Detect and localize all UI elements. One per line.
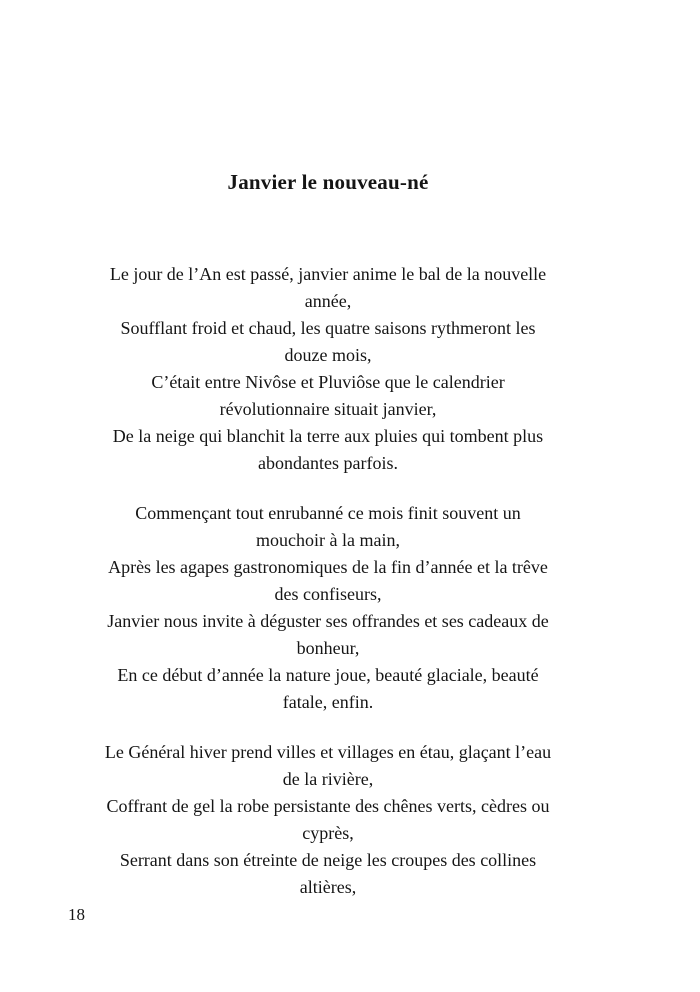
poem-body — [72, 261, 584, 901]
poem-line: mouchoir à la main, — [256, 530, 400, 550]
poem-stanza — [72, 739, 584, 901]
poem-line: Janvier nous invite à déguster ses offrandes et ses cadeaux de — [107, 611, 549, 631]
poem-line: révolutionnaire situait janvier, — [219, 399, 437, 419]
poem-line: Serrant dans son étreinte de neige les croupes des collines — [119, 850, 537, 870]
poem-line: fatale, enfin. — [282, 692, 374, 712]
poem-line: Le Général hiver prend villes et villages en étau, glaçant l’eau — [104, 742, 552, 762]
page-number: 18 — [68, 905, 85, 924]
poem-line: Le jour de l’An est passé, janvier anime le bal de la nouvelle — [109, 264, 547, 284]
poem-line: altières, — [299, 877, 357, 897]
poem-line: Coffrant de gel la robe persistante des chênes verts, cèdres ou — [106, 796, 550, 816]
poem-line: De la neige qui blanchit la terre aux pluies qui tombent plus — [112, 426, 544, 446]
poem-stanza — [72, 500, 584, 716]
poem-line: douze mois, — [284, 345, 372, 365]
poem-line: cyprès, — [302, 823, 354, 843]
poem-line: de la rivière, — [282, 769, 374, 789]
poem-title: Janvier le nouveau-né — [227, 170, 429, 195]
poem-line: Soufflant froid et chaud, les quatre saisons rythmeront les — [120, 318, 536, 338]
poem-line: Commençant tout enrubanné ce mois finit souvent un — [135, 503, 521, 523]
poem-line: bonheur, — [296, 638, 360, 658]
poem-line: des confiseurs, — [274, 584, 382, 604]
poem-line: C’était entre Nivôse et Pluviôse que le calendrier — [151, 372, 505, 392]
poem-line: année, — [304, 291, 352, 311]
poem-stanza — [72, 261, 584, 477]
poem-line: abondantes parfois. — [258, 453, 398, 473]
poem-line: En ce début d’année la nature joue, beauté glaciale, beauté — [117, 665, 539, 685]
poem-line: Après les agapes gastronomiques de la fin d’année et la trêve — [108, 557, 548, 577]
